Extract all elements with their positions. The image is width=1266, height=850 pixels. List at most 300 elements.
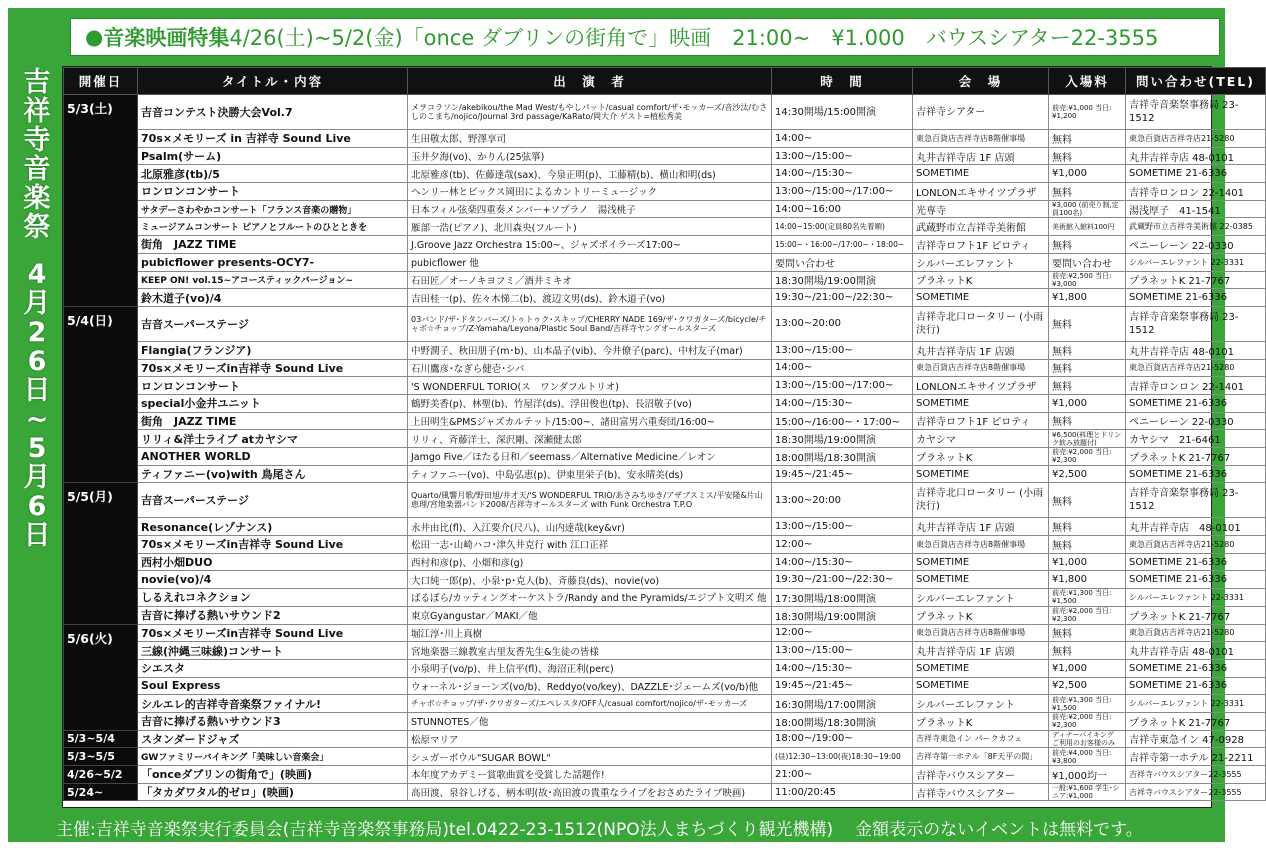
event-performers: ウォーネル･ジョーンズ(vo/b)、Reddyo(vo/key)、DAZZLE･ジェームズ(vo/b)他 bbox=[408, 677, 772, 695]
event-venue: SOMETIME bbox=[913, 165, 1049, 183]
event-venue: シルバーエレファント bbox=[913, 253, 1049, 271]
event-contact: SOMETIME 21-6336 bbox=[1126, 659, 1266, 677]
event-time: 14:00~/15:30~ bbox=[772, 659, 913, 677]
event-venue: シルバーエレファント bbox=[913, 695, 1049, 713]
banner-details: 4/26(土)~5/2(金)「once ダブリンの街角で」映画 21:00~ ¥1.000 バウスシアター22-3555 bbox=[229, 26, 1159, 50]
page-frame bbox=[8, 8, 1255, 842]
event-venue: 武蔵野市立吉祥寺美術館 bbox=[913, 218, 1049, 236]
header-performers: 出 演 者 bbox=[408, 68, 772, 95]
event-fee: 無料 bbox=[1049, 377, 1126, 395]
event-performers: pubicflower 他 bbox=[408, 253, 772, 271]
event-performers: 'S WONDERFUL TORIO(ス ワンダフルトリオ) bbox=[408, 377, 772, 395]
event-venue: 東急百貨店吉祥寺店8階催事場 bbox=[913, 536, 1049, 554]
event-title: Resonance(レゾナンス) bbox=[138, 518, 408, 536]
table-row bbox=[64, 359, 1266, 377]
event-time: 18:00~/19:00~ bbox=[772, 730, 913, 748]
table-row bbox=[64, 147, 1266, 165]
event-venue: SOMETIME bbox=[913, 465, 1049, 483]
event-contact: 東急百貨店吉祥寺店21-5280 bbox=[1126, 536, 1266, 554]
side-title-char: ~ bbox=[25, 404, 49, 435]
side-title-char: 寺 bbox=[23, 125, 51, 156]
event-time: 14:00~16:00 bbox=[772, 200, 913, 218]
event-performers: 石田匠／オーノキヨフミ／酒井ミキオ bbox=[408, 271, 772, 289]
event-venue: 東急百貨店吉祥寺店8階催事場 bbox=[913, 359, 1049, 377]
event-title: GWファミリーバイキング「美味しい音楽会」 bbox=[138, 748, 408, 766]
event-contact: SOMETIME 21-6336 bbox=[1126, 289, 1266, 307]
event-date: 5/4(日) bbox=[64, 306, 138, 483]
event-venue: 丸井吉祥寺店 1F 店頭 bbox=[913, 518, 1049, 536]
table-row bbox=[64, 783, 1266, 801]
event-fee: ¥2,500 bbox=[1049, 465, 1126, 483]
event-contact: 武蔵野市立吉祥寺美術館 22-0385 bbox=[1126, 218, 1266, 236]
event-title: 70s×メモリーズin吉祥寺 Sound Live bbox=[138, 359, 408, 377]
event-performers: 北原雅彦(tb)、佐藤達哉(sax)、今泉正明(p)、工藤精(b)、横山和明(ds) bbox=[408, 165, 772, 183]
event-date: 5/24~ bbox=[64, 783, 138, 801]
event-contact: 吉祥寺音楽祭事務局 23-1512 bbox=[1126, 483, 1266, 518]
event-fee: 前売:¥2,500 当日:¥3,000 bbox=[1049, 271, 1126, 289]
header-venue: 会 場 bbox=[913, 68, 1049, 95]
side-title-char: 月 bbox=[23, 462, 51, 493]
event-venue: SOMETIME bbox=[913, 659, 1049, 677]
event-title: Psalm(サーム) bbox=[138, 147, 408, 165]
event-performers: J.Groove Jazz Orchestra 15:00~、ジャズボイラーズ17:00~ bbox=[408, 236, 772, 254]
event-venue: 丸井吉祥寺店 1F 店頭 bbox=[913, 147, 1049, 165]
event-fee: 前売:¥2,000 当日:¥2,300 bbox=[1049, 606, 1126, 624]
event-venue: 吉祥寺北口ロータリー (小雨決行) bbox=[913, 306, 1049, 341]
event-performers: 玉井夕海(vo)、かりん(25弦箏) bbox=[408, 147, 772, 165]
event-title: 北原雅彦(tb)/5 bbox=[138, 165, 408, 183]
event-fee: 無料 bbox=[1049, 306, 1126, 341]
event-title: 「onceダブリンの街角で」(映画) bbox=[138, 766, 408, 784]
event-title: リリィ&洋士ライブ atカヤシマ bbox=[138, 430, 408, 448]
side-title-char: 音 bbox=[23, 154, 51, 185]
table-row bbox=[64, 589, 1266, 607]
event-contact: 吉祥寺東急イン 47-0928 bbox=[1126, 730, 1266, 748]
table-row bbox=[64, 165, 1266, 183]
event-time: 13:00~/15:00~ bbox=[772, 147, 913, 165]
event-performers: Jamgo Five／ほたる日和／seemass／Alternative Medicine／レオン bbox=[408, 448, 772, 466]
event-venue: プラネットK bbox=[913, 448, 1049, 466]
event-performers: シュガーボウル"SUGAR BOWL" bbox=[408, 748, 772, 766]
event-time: 21:00~ bbox=[772, 766, 913, 784]
header-title: タイトル・内容 bbox=[138, 68, 408, 95]
event-title: シエスタ bbox=[138, 659, 408, 677]
event-title: pubicflower presents-OCY7- bbox=[138, 253, 408, 271]
table-row bbox=[64, 695, 1266, 713]
event-performers: 生田敬太郎、野澤享司 bbox=[408, 130, 772, 148]
event-title: ミュージアムコンサート ピアノとフルートのひとときを bbox=[138, 218, 408, 236]
event-title: スタンダードジャズ bbox=[138, 730, 408, 748]
event-fee: 無料 bbox=[1049, 518, 1126, 536]
event-title: 70s×メモリーズin吉祥寺 Sound Live bbox=[138, 536, 408, 554]
event-venue: SOMETIME bbox=[913, 394, 1049, 412]
event-performers: 松原マリア bbox=[408, 730, 772, 748]
side-title-char: 吉 bbox=[23, 67, 51, 98]
event-time: 13:00~/15:00~/17:00~ bbox=[772, 377, 913, 395]
event-venue: 吉祥寺シアター bbox=[913, 95, 1049, 130]
table-row bbox=[64, 606, 1266, 624]
event-fee: 要問い合わせ bbox=[1049, 253, 1126, 271]
event-contact: プラネットK 21-7767 bbox=[1126, 448, 1266, 466]
event-title: KEEP ON! vol.15~アコースティックバージョン~ bbox=[138, 271, 408, 289]
table-row bbox=[64, 289, 1266, 307]
table-row bbox=[64, 95, 1266, 130]
table-row bbox=[64, 377, 1266, 395]
event-contact: プラネットK 21-7767 bbox=[1126, 271, 1266, 289]
event-fee: 無料 bbox=[1049, 341, 1126, 359]
event-title: ティファニー(vo)with 鳥尾さん bbox=[138, 465, 408, 483]
event-contact: 東急百貨店吉祥寺店21-5280 bbox=[1126, 624, 1266, 642]
event-contact: 吉祥寺音楽祭事務局 23-1512 bbox=[1126, 95, 1266, 130]
movie-feature-banner bbox=[70, 18, 1220, 56]
event-contact: SOMETIME 21-6336 bbox=[1126, 394, 1266, 412]
event-contact: SOMETIME 21-6336 bbox=[1126, 465, 1266, 483]
event-contact: カヤシマ 21-6461 bbox=[1126, 430, 1266, 448]
table-row bbox=[64, 341, 1266, 359]
event-performers: 雁部一浩(ピアノ)、北川森央(フルート) bbox=[408, 218, 772, 236]
event-contact: 東急百貨店吉祥寺店21-5280 bbox=[1126, 130, 1266, 148]
event-venue: シルバーエレファント bbox=[913, 589, 1049, 607]
event-fee: ¥2,500 bbox=[1049, 677, 1126, 695]
event-contact: 丸井吉祥寺店 48-0101 bbox=[1126, 147, 1266, 165]
event-time: 18:30開場/19:00開演 bbox=[772, 271, 913, 289]
event-fee: 無料 bbox=[1049, 147, 1126, 165]
event-fee: 無料 bbox=[1049, 536, 1126, 554]
event-date: 5/3(土) bbox=[64, 95, 138, 307]
table-row bbox=[64, 130, 1266, 148]
event-fee: ¥1,000 bbox=[1049, 394, 1126, 412]
event-time: 19:45~/21:45~ bbox=[772, 677, 913, 695]
event-performers: リリィ、斉藤洋士、深沢剛、深瀬健太郎 bbox=[408, 430, 772, 448]
event-fee: ¥1,000 bbox=[1049, 659, 1126, 677]
side-title-char: 6 bbox=[27, 491, 47, 522]
table-row bbox=[64, 536, 1266, 554]
footer-organizer: 主催:吉祥寺音楽祭実行委員会(吉祥寺音楽祭事務局)tel.0422-23-1512(NPO法人まちづくり観光機構) bbox=[56, 819, 834, 840]
event-contact: 丸井吉祥寺店 48-0101 bbox=[1126, 642, 1266, 660]
event-contact: シルバーエレファント 22-3331 bbox=[1126, 253, 1266, 271]
event-performers: STUNNOTES／他 bbox=[408, 712, 772, 730]
footer bbox=[56, 814, 1221, 840]
event-performers: 高田渡、泉谷しげる、柄本明(故･高田渡の貴重なライブをおさめたライブ映画) bbox=[408, 783, 772, 801]
event-contact: SOMETIME 21-6336 bbox=[1126, 553, 1266, 571]
event-date: 5/6(火) bbox=[64, 624, 138, 730]
event-time: 15:00~・16:00~/17:00~・18:00~ bbox=[772, 236, 913, 254]
event-contact: 東急百貨店吉祥寺店21-5280 bbox=[1126, 359, 1266, 377]
event-fee: 前売:¥2,000 当日:¥2,300 bbox=[1049, 712, 1126, 730]
header-fee: 入場料 bbox=[1049, 68, 1126, 95]
event-fee: ¥6,500(料理とドリンク飲み放題付) bbox=[1049, 430, 1126, 448]
side-title-char: 楽 bbox=[23, 183, 51, 214]
event-time: 13:00~20:00 bbox=[772, 306, 913, 341]
event-title: 西村小畑DUO bbox=[138, 553, 408, 571]
event-fee: ¥1,800 bbox=[1049, 289, 1126, 307]
event-performers: 吉田桂一(p)、佐々木悌二(b)、渡辺文男(ds)、鈴木道子(vo) bbox=[408, 289, 772, 307]
table-row bbox=[64, 571, 1266, 589]
event-time: 14:00~/15:30~ bbox=[772, 553, 913, 571]
event-time: 13:00~/15:00~ bbox=[772, 341, 913, 359]
event-fee: 前売:¥2,000 当日:¥2,300 bbox=[1049, 448, 1126, 466]
event-venue: 丸井吉祥寺店 1F 店頭 bbox=[913, 642, 1049, 660]
event-performers: 本年度アカデミー賞歌曲賞を受賞した話題作! bbox=[408, 766, 772, 784]
table-row bbox=[64, 730, 1266, 748]
event-contact: 湯浅厚子 41-1541 bbox=[1126, 200, 1266, 218]
table-row bbox=[64, 465, 1266, 483]
event-performers: 小泉明子(vo/p)、井上信平(fl)、海沼正利(perc) bbox=[408, 659, 772, 677]
event-performers: 東京Gyangustar／MAKI／他 bbox=[408, 606, 772, 624]
event-venue: 吉祥寺バウスシアター bbox=[913, 766, 1049, 784]
event-performers: 上田明生&PMSジャズカルテット/15:00~、諸田富男六重奏団/16:00~ bbox=[408, 412, 772, 430]
event-time: 要問い合わせ bbox=[772, 253, 913, 271]
event-fee: ¥1,000 bbox=[1049, 553, 1126, 571]
table-row bbox=[64, 253, 1266, 271]
event-title: シルエレ的吉祥寺音楽祭ファイナル! bbox=[138, 695, 408, 713]
event-performers: チャボ☆チョップ/ザ･クワガターズ/エペレスタ/OFF人/casual comfort/nojico/ザ･モッカーズ bbox=[408, 695, 772, 713]
banner-title: 音楽映画特集 bbox=[103, 26, 230, 50]
event-schedule-table bbox=[62, 66, 1255, 808]
table-row bbox=[64, 712, 1266, 730]
event-contact: 吉祥寺バウスシアター22-3555 bbox=[1126, 766, 1266, 784]
event-date: 5/3~5/5 bbox=[64, 748, 138, 766]
event-fee: ディナーバイキング ご利用のお客様のみ bbox=[1049, 730, 1126, 748]
event-fee: 無料 bbox=[1049, 236, 1126, 254]
event-venue: 吉祥寺バウスシアター bbox=[913, 783, 1049, 801]
event-title: special小金井ユニット bbox=[138, 394, 408, 412]
event-title: しるえれコネクション bbox=[138, 589, 408, 607]
event-time: 13:00~20:00 bbox=[772, 483, 913, 518]
table-row bbox=[64, 642, 1266, 660]
event-fee: ¥1,000均一 bbox=[1049, 766, 1126, 784]
event-time: 19:45~/21:45~ bbox=[772, 465, 913, 483]
event-venue: プラネットK bbox=[913, 606, 1049, 624]
event-venue: SOMETIME bbox=[913, 677, 1049, 695]
event-fee: 前売:¥1,300 当日:¥1,500 bbox=[1049, 695, 1126, 713]
event-venue: プラネットK bbox=[913, 712, 1049, 730]
event-performers: Quarto/風響月歌/野田旭/井才天/'S WONDERFUL TRIO/あさみちゆき/アザブスミス/平安隆&片山恵理/宮地楽器バンド2008/吉祥寺オールスターズ with Funk Orchestra T.P.O bbox=[408, 483, 772, 518]
event-contact: シルバーエレファント 22-3331 bbox=[1126, 695, 1266, 713]
event-title: 「タカダワタル的ゼロ」(映画) bbox=[138, 783, 408, 801]
table-row bbox=[64, 677, 1266, 695]
event-performers: 03バンド/ザ･ドタンバーズ/トゥトゥク･スキップ/CHERRY NADE 169/ザ･クワガターズ/bicycle/チャボ☆チョップ/Z-Yamaha/Leyona/Plastic Soul Band/吉祥寺ヤングオールスターズ bbox=[408, 306, 772, 341]
event-venue: 吉祥寺東急イン パークカフェ bbox=[913, 730, 1049, 748]
table-row bbox=[64, 218, 1266, 236]
event-venue: 吉祥寺北口ロータリー (小雨決行) bbox=[913, 483, 1049, 518]
event-venue: 吉祥寺ロフト1F ピロティ bbox=[913, 236, 1049, 254]
footer-note: 金額表示のないイベントは無料です。 bbox=[855, 819, 1143, 840]
event-fee: 前売:¥1,000 当日:¥1,200 bbox=[1049, 95, 1126, 130]
event-title: 鈴木道子(vo)/4 bbox=[138, 289, 408, 307]
table-row bbox=[64, 430, 1266, 448]
event-time: 19:30~/21:00~/22:30~ bbox=[772, 571, 913, 589]
event-time: 14:00~ bbox=[772, 359, 913, 377]
event-fee: 無料 bbox=[1049, 624, 1126, 642]
event-title: 吉音に捧げる熱いサウンド2 bbox=[138, 606, 408, 624]
event-fee: 無料 bbox=[1049, 642, 1126, 660]
header-time: 時 間 bbox=[772, 68, 913, 95]
event-title: 70s×メモリーズ in 吉祥寺 Sound Live bbox=[138, 130, 408, 148]
event-title: ロンロンコンサート bbox=[138, 183, 408, 201]
event-time: 18:30開場/19:00開演 bbox=[772, 430, 913, 448]
event-time: 13:00~/15:00~ bbox=[772, 518, 913, 536]
event-performers: 永井由比(fl)、入江要介(尺八)、山内達哉(key&vr) bbox=[408, 518, 772, 536]
banner-bullet: ● bbox=[85, 25, 104, 49]
event-contact: シルバーエレファント 22-3331 bbox=[1126, 589, 1266, 607]
event-performers: 石川鷹彦･なぎら健壱･シバ bbox=[408, 359, 772, 377]
event-performers: ばるぼら/カッティングオーケストラ/Randy and the Pyramids/エジプト文明ズ 他 bbox=[408, 589, 772, 607]
event-fee: 前売:¥1,300 当日:¥1,500 bbox=[1049, 589, 1126, 607]
event-title: Flangia(フランジア) bbox=[138, 341, 408, 359]
table-row bbox=[64, 766, 1266, 784]
event-title: 吉音スーパーステージ bbox=[138, 483, 408, 518]
event-performers: 鶴野美香(p)、林聖(b)、竹屋洋(ds)、浮田俊也(tp)、長沼敬子(vo) bbox=[408, 394, 772, 412]
event-time: 14:00~15:00(定員80名先着順) bbox=[772, 218, 913, 236]
event-date: 4/26~5/2 bbox=[64, 766, 138, 784]
event-venue: 東急百貨店吉祥寺店8階催事場 bbox=[913, 130, 1049, 148]
event-time: 14:30開場/15:00開演 bbox=[772, 95, 913, 130]
event-fee: 美術館入館料100円 bbox=[1049, 218, 1126, 236]
event-performers: 大口純一郎(p)、小泉･p･克人(b)、斉藤良(ds)、novie(vo) bbox=[408, 571, 772, 589]
event-contact: ペニーレーン 22-0330 bbox=[1126, 412, 1266, 430]
event-time: 12:00~ bbox=[772, 536, 913, 554]
event-contact: 吉祥寺第一ホテル 21-2211 bbox=[1126, 748, 1266, 766]
event-contact: SOMETIME 21-6336 bbox=[1126, 571, 1266, 589]
event-time: 15:00~/16:00~・17:00~ bbox=[772, 412, 913, 430]
event-venue: カヤシマ bbox=[913, 430, 1049, 448]
event-fee: 無料 bbox=[1049, 483, 1126, 518]
event-title: 街角 JAZZ TIME bbox=[138, 412, 408, 430]
event-contact: SOMETIME 21-6336 bbox=[1126, 165, 1266, 183]
event-time: (昼)12:30~13:00(夜)18:30~19:00 bbox=[772, 748, 913, 766]
side-title-char: 6 bbox=[27, 346, 47, 377]
event-venue: プラネットK bbox=[913, 271, 1049, 289]
event-title: ANOTHER WORLD bbox=[138, 448, 408, 466]
table-row bbox=[64, 183, 1266, 201]
side-title-char: 祭 bbox=[23, 212, 51, 243]
event-title: 70s×メモリーズin吉祥寺 Sound Live bbox=[138, 624, 408, 642]
event-time: 11:00/20:45 bbox=[772, 783, 913, 801]
event-time: 12:00~ bbox=[772, 624, 913, 642]
event-time: 13:00~/15:00~/17:00~ bbox=[772, 183, 913, 201]
side-title-char: 5 bbox=[27, 433, 47, 464]
event-performers: 堀江淳･川上真樹 bbox=[408, 624, 772, 642]
event-venue: LONLONエキサイツプラザ bbox=[913, 377, 1049, 395]
table-row bbox=[64, 271, 1266, 289]
side-title-char: 2 bbox=[27, 317, 47, 348]
event-fee: ¥3,000 (前売り制,定員100名) bbox=[1049, 200, 1126, 218]
table-row bbox=[64, 412, 1266, 430]
event-time: 14:00~/15:30~ bbox=[772, 165, 913, 183]
event-contact: ペニーレーン 22-0330 bbox=[1126, 236, 1266, 254]
side-title-char: 日 bbox=[23, 375, 51, 406]
event-performers: 西村和彦(p)、小畑和彦(g) bbox=[408, 553, 772, 571]
table-row bbox=[64, 236, 1266, 254]
side-title-char: 日 bbox=[23, 520, 51, 551]
event-title: novie(vo)/4 bbox=[138, 571, 408, 589]
event-performers: ヘンリー林とビックス岡田によるカントリーミュージック bbox=[408, 183, 772, 201]
event-venue: 東急百貨店吉祥寺店8階催事場 bbox=[913, 624, 1049, 642]
event-contact: 丸井吉祥寺店 48-0101 bbox=[1126, 341, 1266, 359]
table-row bbox=[64, 518, 1266, 536]
event-time: 16:30開場/17:00開演 bbox=[772, 695, 913, 713]
table-row bbox=[64, 200, 1266, 218]
event-date: 5/3~5/4 bbox=[64, 730, 138, 748]
table-row bbox=[64, 659, 1266, 677]
event-venue: LONLONエキサイツプラザ bbox=[913, 183, 1049, 201]
event-contact: 吉祥寺音楽祭事務局 23-1512 bbox=[1126, 306, 1266, 341]
event-venue: 光専寺 bbox=[913, 200, 1049, 218]
event-time: 18:00開場/18:30開演 bbox=[772, 712, 913, 730]
event-title: 吉音スーパーステージ bbox=[138, 306, 408, 341]
event-venue: 丸井吉祥寺店 1F 店頭 bbox=[913, 341, 1049, 359]
event-venue: SOMETIME bbox=[913, 571, 1049, 589]
event-title: 街角 JAZZ TIME bbox=[138, 236, 408, 254]
side-title-char: 4 bbox=[27, 259, 47, 290]
event-time: 14:00~ bbox=[772, 130, 913, 148]
event-performers: ティファニー(vo)、中島弘恵(p)、伊東里栄子(b)、安永晴美(ds) bbox=[408, 465, 772, 483]
header-date: 開催日 bbox=[64, 68, 138, 95]
table-row bbox=[64, 483, 1266, 518]
event-contact: 吉祥寺バウスシアター22-3555 bbox=[1126, 783, 1266, 801]
event-fee: 無料 bbox=[1049, 359, 1126, 377]
table-row bbox=[64, 394, 1266, 412]
event-performers: 宮地楽器三線教室古里友香先生&生徒の皆様 bbox=[408, 642, 772, 660]
event-performers: 日本フィル弦楽四重奏メンバー+ソプラノ 湯浅桃子 bbox=[408, 200, 772, 218]
table-header-row bbox=[64, 68, 1266, 95]
vertical-festival-title bbox=[14, 68, 60, 628]
event-venue: 吉祥寺ロフト1F ピロティ bbox=[913, 412, 1049, 430]
event-time: 18:00開場/18:30開演 bbox=[772, 448, 913, 466]
event-performers: メヲコラソン/akebikou/the Mad West/もやしパット/casual comfort/ザ･モッカーズ/音沙汰/むさしのこまち/nojico/Journal 3rd passage/KaRato/岡大介 ゲスト=植松秀美 bbox=[408, 95, 772, 130]
event-contact: SOMETIME 21-6336 bbox=[1126, 677, 1266, 695]
event-performers: 松田一志･山崎ハコ･津久井克行 with 江口正祥 bbox=[408, 536, 772, 554]
event-title: ロンロンコンサート bbox=[138, 377, 408, 395]
table-row bbox=[64, 448, 1266, 466]
event-time: 13:00~/15:00~ bbox=[772, 642, 913, 660]
event-title: サタデーさわやかコンサート「フランス音楽の贈物」 bbox=[138, 200, 408, 218]
header-contact: 問い合わせ(TEL) bbox=[1126, 68, 1266, 95]
event-title: 吉音コンテスト決勝大会Vol.7 bbox=[138, 95, 408, 130]
event-title: 三線(沖縄三味線)コンサート bbox=[138, 642, 408, 660]
event-title: Soul Express bbox=[138, 677, 408, 695]
table-row bbox=[64, 306, 1266, 341]
table-row bbox=[64, 553, 1266, 571]
event-contact: 吉祥寺ロンロン 22-1401 bbox=[1126, 183, 1266, 201]
event-time: 19:30~/21:00~/22:30~ bbox=[772, 289, 913, 307]
event-time: 18:30開場/19:00開演 bbox=[772, 606, 913, 624]
event-venue: SOMETIME bbox=[913, 553, 1049, 571]
event-fee: 無料 bbox=[1049, 130, 1126, 148]
event-contact: プラネットK 21-7767 bbox=[1126, 606, 1266, 624]
event-time: 14:00~/15:30~ bbox=[772, 394, 913, 412]
event-fee: 一般:¥1,600 学生･シニア:¥1,000 bbox=[1049, 783, 1126, 801]
event-fee: ¥1,800 bbox=[1049, 571, 1126, 589]
event-contact: 丸井吉祥寺店 48-0101 bbox=[1126, 518, 1266, 536]
event-title: 吉音に捧げる熱いサウンド3 bbox=[138, 712, 408, 730]
table-row bbox=[64, 624, 1266, 642]
event-venue: SOMETIME bbox=[913, 289, 1049, 307]
event-contact: 吉祥寺ロンロン 22-1401 bbox=[1126, 377, 1266, 395]
side-title-char: 祥 bbox=[23, 96, 51, 127]
event-fee: ¥1,000 bbox=[1049, 165, 1126, 183]
side-title-char: 月 bbox=[23, 288, 51, 319]
event-performers: 中野潤子、秋田朋子(m･b)、山本晶子(vib)、今井僚子(parc)、中村友子(mar) bbox=[408, 341, 772, 359]
event-fee: 無料 bbox=[1049, 412, 1126, 430]
event-venue: 吉祥寺第一ホテル「8F天平の間」 bbox=[913, 748, 1049, 766]
table-row bbox=[64, 748, 1266, 766]
event-contact: プラネットK 21-7767 bbox=[1126, 712, 1266, 730]
event-time: 17:30開場/18:00開演 bbox=[772, 589, 913, 607]
event-fee: 前売:¥4,000 当日:¥3,800 bbox=[1049, 748, 1126, 766]
event-fee: 無料 bbox=[1049, 183, 1126, 201]
